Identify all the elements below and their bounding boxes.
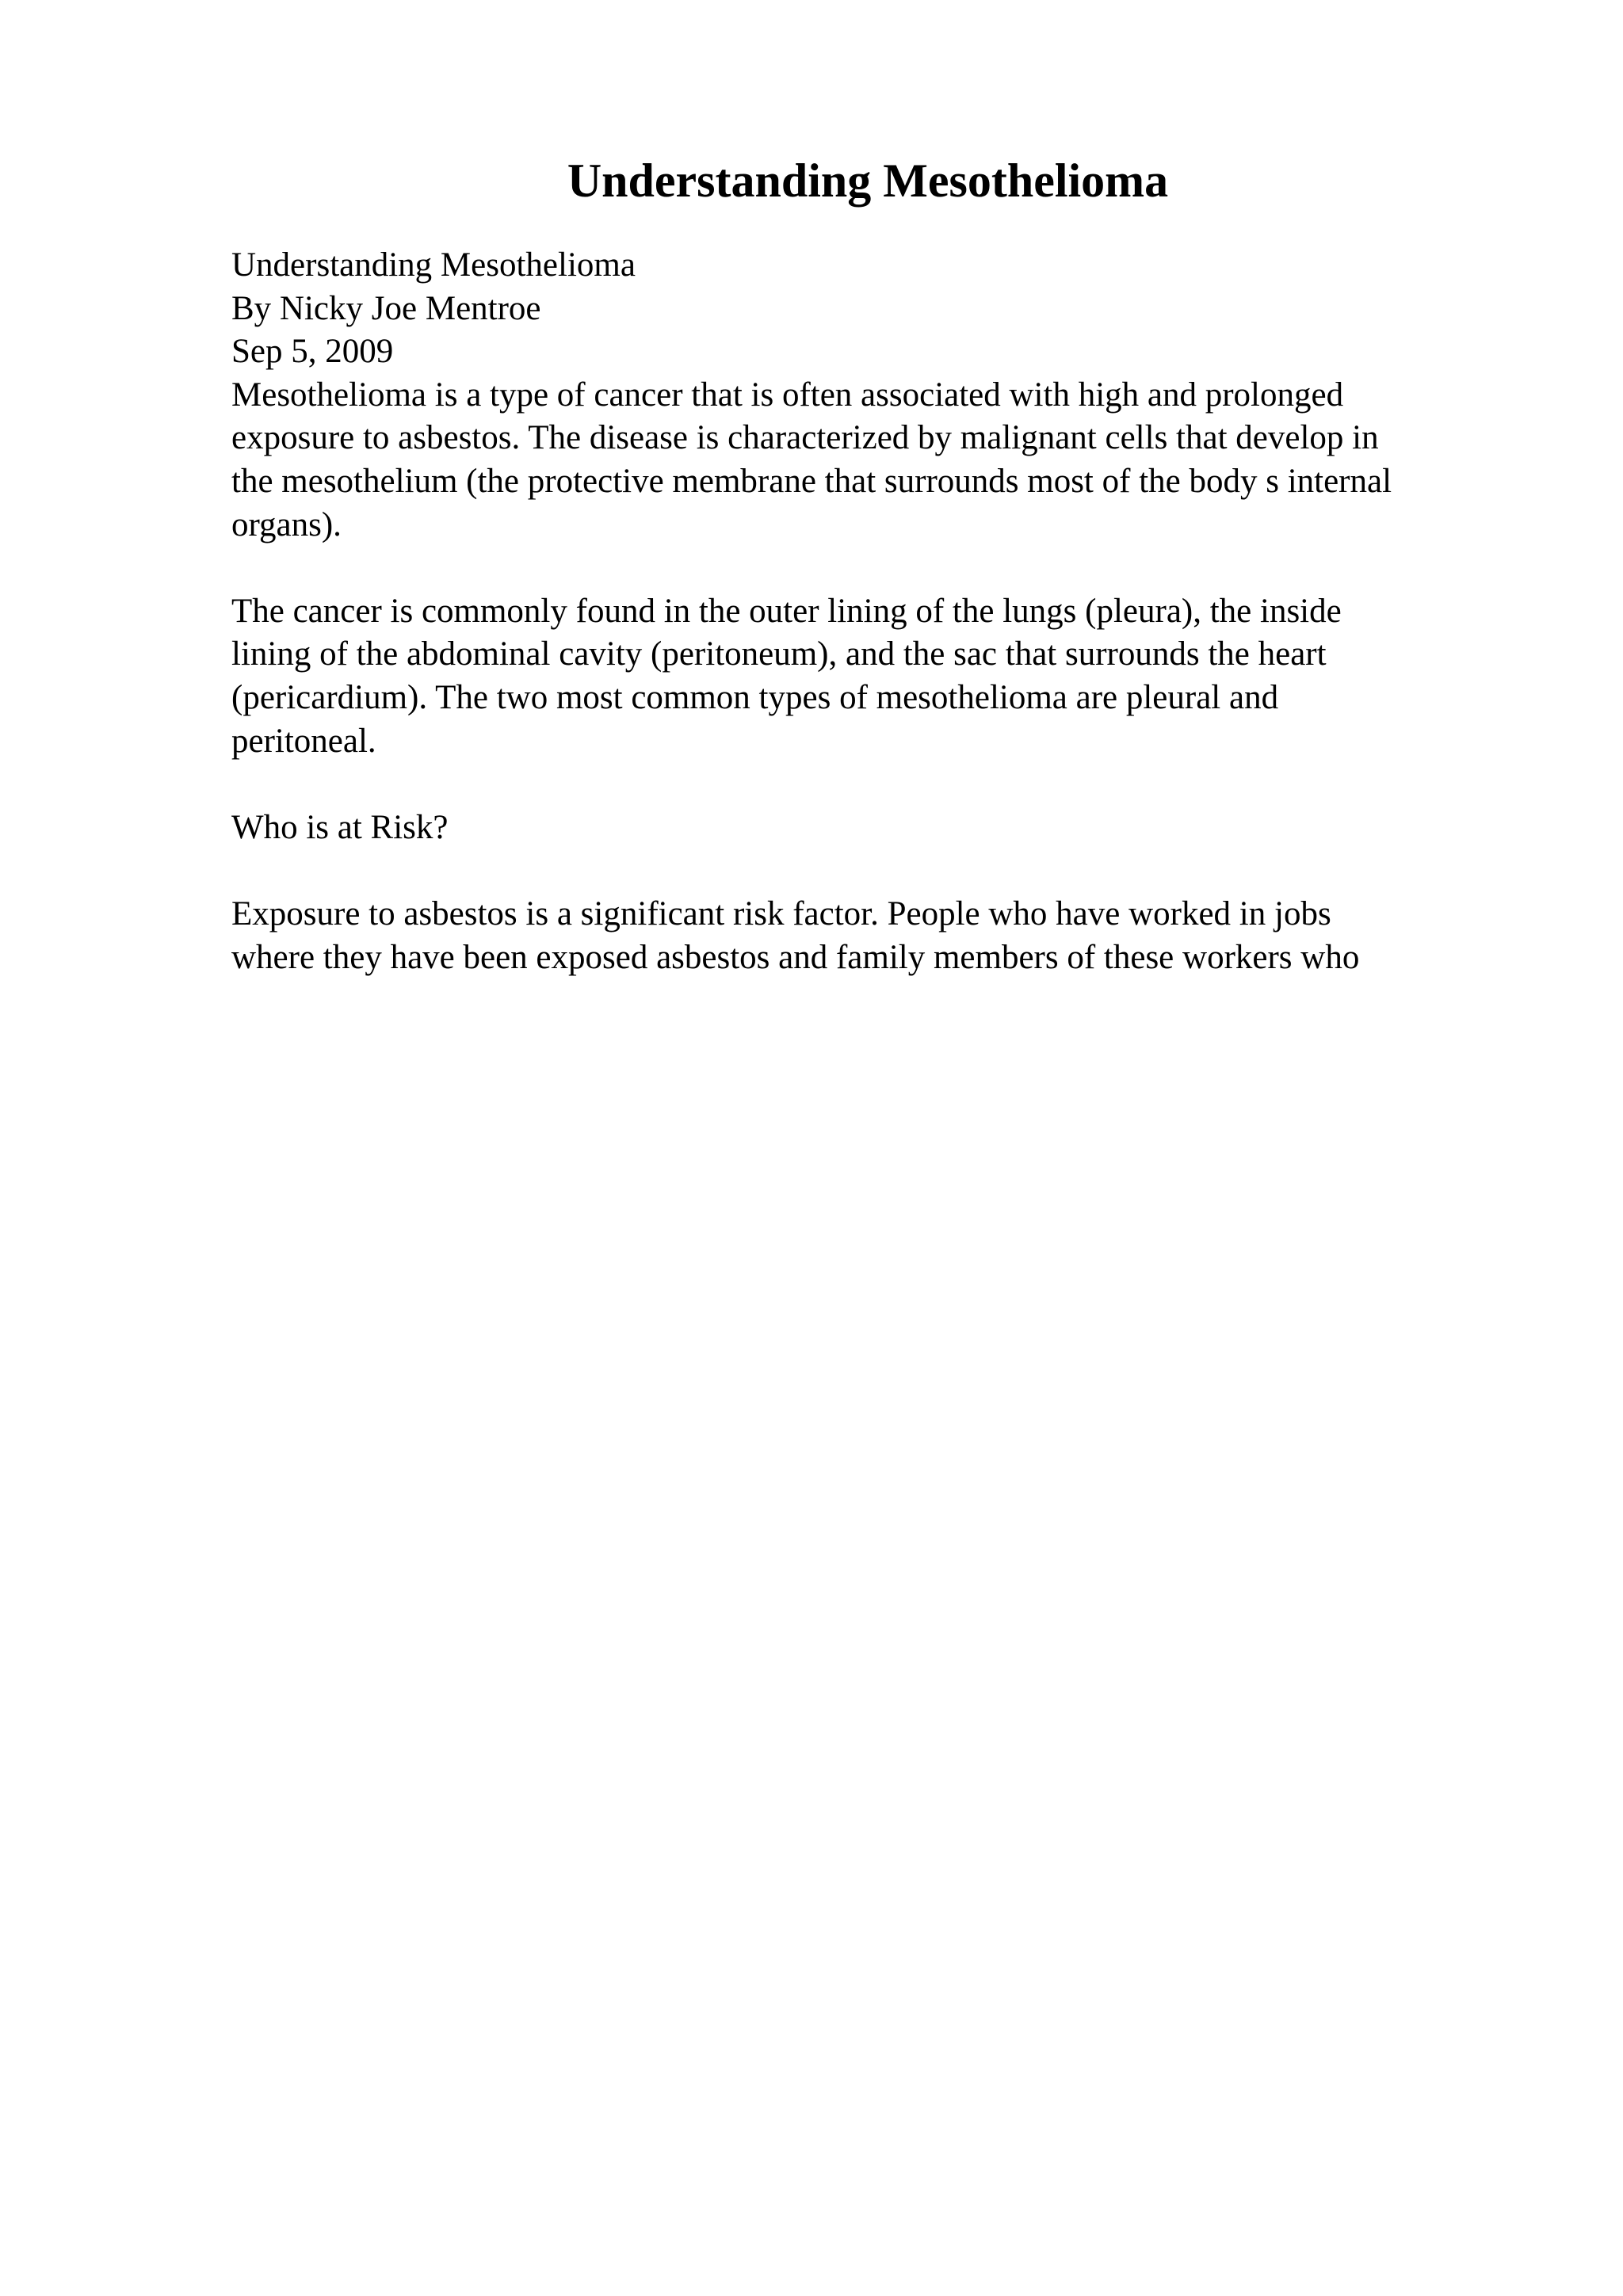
paragraph-intro	[231, 374, 1594, 547]
text-line: The cancer is commonly found in the outer lining of the lungs (pleura), the inside	[231, 592, 1342, 630]
paragraph-locations	[231, 590, 1594, 763]
text-line: Mesothelioma is a type of cancer that is often associated with high and prolonged	[231, 376, 1344, 414]
text-line: exposure to asbestos. The disease is characterized by malignant cells that develop in	[231, 419, 1379, 457]
paragraph-spacer	[231, 849, 1594, 893]
text-line: organs).	[231, 505, 342, 543]
text-line: lining of the abdominal cavity (peritoneum), and the sac that surrounds the heart	[231, 635, 1327, 673]
text-line: peritoneal.	[231, 722, 376, 760]
article-date: Sep 5, 2009	[231, 333, 394, 371]
paragraph-spacer	[231, 763, 1594, 807]
text-line: Exposure to asbestos is a significant risk factor. People who have worked in jobs	[231, 894, 1331, 933]
document-body	[231, 244, 1594, 979]
paragraph-risk	[231, 893, 1594, 979]
text-line: where they have been exposed asbestos and family members of these workers who	[231, 938, 1360, 976]
text-line: the mesothelium (the protective membrane that surrounds most of the body s internal	[231, 462, 1392, 500]
section-subheading: Who is at Risk?	[231, 808, 449, 846]
article-byline: By Nicky Joe Mentroe	[231, 289, 541, 327]
paragraph-spacer	[231, 547, 1594, 590]
text-line: (pericardium). The two most common types of mesothelioma are pleural and	[231, 678, 1279, 716]
page-title: Understanding Mesothelioma	[567, 154, 1169, 207]
article-heading: Understanding Mesothelioma	[231, 246, 636, 284]
